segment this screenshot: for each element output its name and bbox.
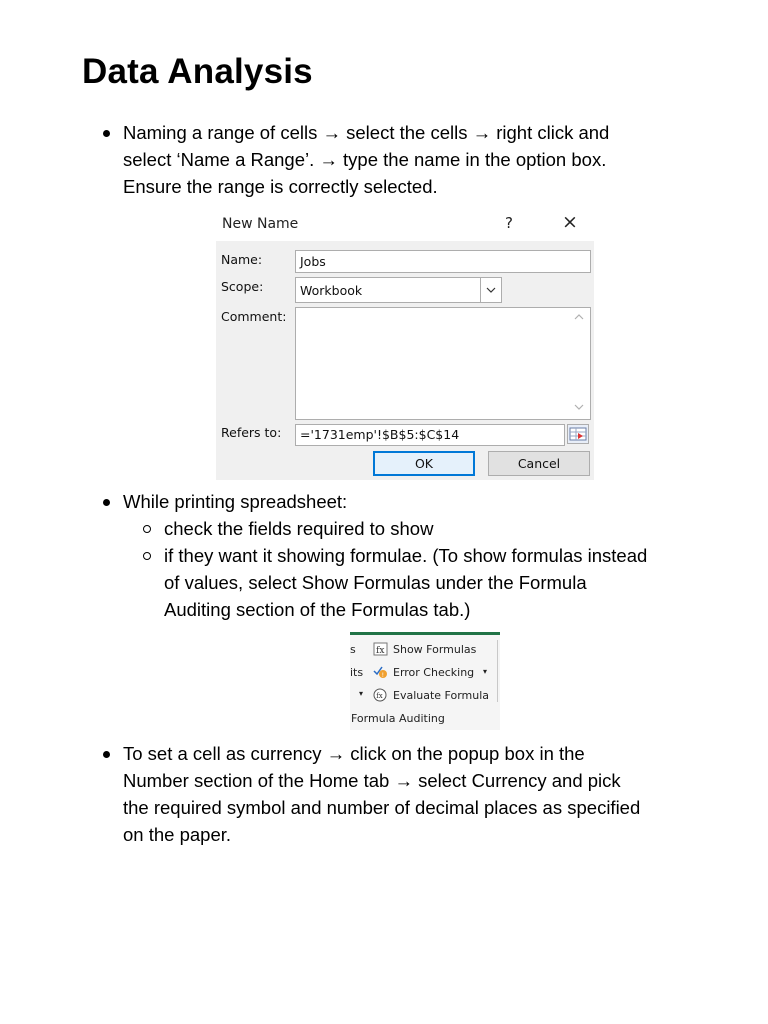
text-line: To set a cell as currency → click on the popup box in the xyxy=(123,743,585,764)
bullet-dot xyxy=(103,751,110,758)
formula-auditing-ribbon xyxy=(350,632,500,730)
ribbon-group-label: Formula Auditing xyxy=(351,712,445,725)
help-button[interactable]: ? xyxy=(505,214,513,232)
text-line: if they want it showing formulae. (To show formulas instead xyxy=(164,545,648,566)
comment-label: Comment: xyxy=(221,309,287,324)
error-checking-icon xyxy=(373,665,388,679)
scope-select[interactable] xyxy=(295,277,502,303)
error-checking-dropdown[interactable]: ▾ xyxy=(483,667,488,676)
comment-textarea[interactable] xyxy=(295,307,591,420)
bullet-dot xyxy=(103,499,110,506)
text-line: Naming a range of cells → select the cells → right click and xyxy=(123,122,610,143)
evaluate-formula-icon xyxy=(373,688,388,702)
svg-text:fx: fx xyxy=(376,692,383,700)
svg-text:fx: fx xyxy=(376,646,385,656)
scroll-up-icon[interactable] xyxy=(574,312,584,323)
sub-bullet-circle xyxy=(143,552,151,560)
scope-value: Workbook xyxy=(300,283,363,298)
ribbon-dropdown-arrow[interactable]: ▾ xyxy=(359,689,364,698)
ribbon-fragment: its xyxy=(350,666,364,679)
text-line: on the paper. xyxy=(123,824,232,845)
refers-to-label: Refers to: xyxy=(221,425,282,440)
name-value: Jobs xyxy=(300,254,326,269)
ribbon-separator xyxy=(497,640,498,702)
scope-label: Scope: xyxy=(221,279,264,294)
dialog-titlebar xyxy=(216,208,594,241)
error-checking-button[interactable]: Error Checking xyxy=(393,666,475,679)
refers-to-input[interactable] xyxy=(295,424,565,446)
show-formulas-button[interactable]: Show Formulas xyxy=(393,643,477,656)
evaluate-formula-button[interactable]: Evaluate Formula xyxy=(393,689,490,702)
page-title: Data Analysis xyxy=(82,52,313,91)
close-icon[interactable]: × xyxy=(562,211,578,233)
sub-bullet-1-text xyxy=(164,515,433,542)
bullet-3-text xyxy=(123,740,640,848)
new-name-dialog xyxy=(216,208,594,480)
text-line: While printing spreadsheet: xyxy=(123,491,348,512)
sub-bullet-2-text xyxy=(164,542,647,623)
scroll-down-icon[interactable] xyxy=(574,402,584,413)
text-line: the required symbol and number of decimal places as specified xyxy=(123,797,641,818)
sub-bullet-circle xyxy=(143,525,151,533)
ok-button[interactable]: OK xyxy=(373,451,475,476)
dialog-title: New Name xyxy=(222,216,299,232)
bullet-2-text xyxy=(123,488,347,515)
name-label: Name: xyxy=(221,252,263,267)
svg-text:!: ! xyxy=(381,672,385,679)
text-line: of values, select Show Formulas under the Formula xyxy=(164,572,587,593)
ribbon-accent-bar xyxy=(350,632,500,635)
bullet-dot xyxy=(103,130,110,137)
name-input[interactable] xyxy=(295,250,591,273)
text-line: check the fields required to show xyxy=(164,518,434,539)
text-line: Ensure the range is correctly selected. xyxy=(123,176,438,197)
collapse-dialog-button[interactable] xyxy=(567,424,589,444)
show-formulas-icon xyxy=(373,642,388,656)
refers-to-value: ='1731emp'!$B$5:$C$14 xyxy=(300,427,460,442)
range-select-icon xyxy=(568,425,588,443)
text-line: select ‘Name a Range’. → type the name in the option box. xyxy=(123,149,607,170)
text-line: Auditing section of the Formulas tab.) xyxy=(164,599,471,620)
ribbon-fragment: s xyxy=(350,643,356,656)
bullet-1-text xyxy=(123,119,609,200)
chevron-down-icon[interactable] xyxy=(480,278,501,302)
text-line: Number section of the Home tab → select Currency and pick xyxy=(123,770,621,791)
cancel-button[interactable]: Cancel xyxy=(488,451,590,476)
